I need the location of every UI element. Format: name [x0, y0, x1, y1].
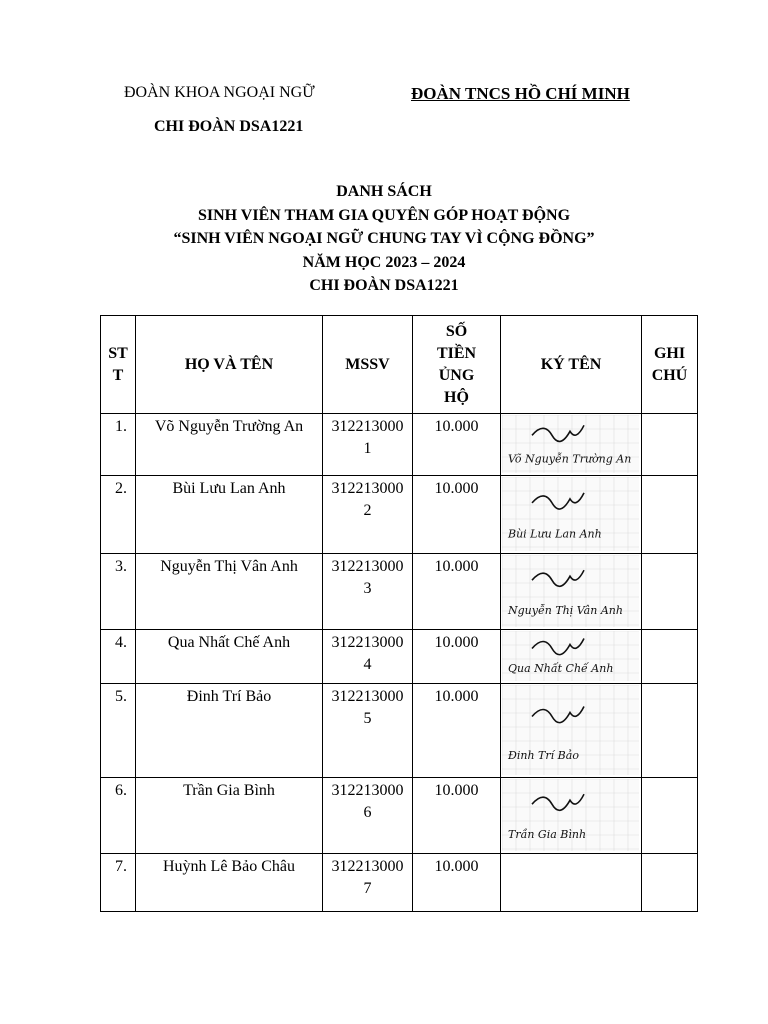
row-mssv: 3122130005 — [323, 684, 413, 778]
row-signature — [501, 554, 642, 630]
table-row — [101, 684, 698, 778]
row-stt: 6. — [101, 778, 136, 854]
row-stt: 2. — [101, 476, 136, 554]
row-mssv: 3122130004 — [323, 630, 413, 684]
row-amount: 10.000 — [413, 630, 501, 684]
row-stt: 4. — [101, 630, 136, 684]
row-amount: 10.000 — [413, 554, 501, 630]
row-amount: 10.000 — [413, 476, 501, 554]
header-signature: KÝ TÊN — [501, 316, 642, 414]
row-mssv: 3122130007 — [323, 854, 413, 912]
header-mssv: MSSV — [323, 316, 413, 414]
row-amount: 10.000 — [413, 778, 501, 854]
row-name: Huỳnh Lê Bảo Châu — [136, 854, 323, 912]
signature-name-text: Trần Gia Bình — [508, 828, 587, 842]
donation-table — [100, 315, 698, 912]
youth-union-name: ĐOÀN TNCS HỒ CHÍ MINH — [411, 84, 630, 103]
handwritten-signature — [502, 555, 639, 627]
row-mssv: 3122130003 — [323, 554, 413, 630]
table-header-row — [101, 316, 698, 414]
row-stt: 1. — [101, 414, 136, 476]
row-name: Bùi Lưu Lan Anh — [136, 476, 323, 554]
table-row — [101, 854, 698, 912]
row-note — [642, 854, 698, 912]
row-name: Trần Gia Bình — [136, 778, 323, 854]
row-mssv: 3122130002 — [323, 476, 413, 554]
row-amount: 10.000 — [413, 684, 501, 778]
table-row — [101, 554, 698, 630]
row-note — [642, 414, 698, 476]
signature-name-text: Bùi Lưu Lan Anh — [508, 527, 602, 541]
handwritten-signature — [502, 779, 639, 851]
signature-name-text: Võ Nguyễn Trường An — [508, 452, 632, 466]
row-amount: 10.000 — [413, 854, 501, 912]
signature-name-text: Qua Nhất Chế Anh — [508, 662, 614, 675]
row-signature — [501, 476, 642, 554]
title-line-5: CHI ĐOÀN DSA1221 — [309, 277, 459, 294]
table-row — [101, 630, 698, 684]
row-name: Nguyễn Thị Vân Anh — [136, 554, 323, 630]
row-stt: 7. — [101, 854, 136, 912]
signature-name-text: Nguyễn Thị Vân Anh — [508, 604, 623, 618]
row-signature — [501, 778, 642, 854]
row-signature — [501, 630, 642, 684]
document-title — [0, 180, 768, 298]
title-line-1: DANH SÁCH — [336, 183, 432, 200]
row-note — [642, 778, 698, 854]
header-note: GHI CHÚ — [642, 316, 698, 414]
row-note — [642, 554, 698, 630]
title-line-4: NĂM HỌC 2023 – 2024 — [302, 253, 466, 271]
table-row — [101, 476, 698, 554]
row-mssv: 3122130006 — [323, 778, 413, 854]
header-name: HỌ VÀ TÊN — [136, 316, 323, 414]
header-amount: SỐ TIỀN ỦNG HỘ — [413, 316, 501, 414]
row-note — [642, 684, 698, 778]
row-note — [642, 476, 698, 554]
title-line-3: “SINH VIÊN NGOẠI NGỮ CHUNG TAY VÌ CỘNG ĐỒNG” — [173, 230, 595, 247]
signature-name-text: Đinh Trí Bảo — [508, 748, 579, 762]
row-note — [642, 630, 698, 684]
faculty-union-name: ĐOÀN KHOA NGOẠI NGỮ — [124, 84, 315, 101]
row-stt: 3. — [101, 554, 136, 630]
handwritten-signature — [502, 631, 639, 681]
branch-name: CHI ĐOÀN DSA1221 — [154, 118, 304, 135]
table-row — [101, 414, 698, 476]
handwritten-signature — [502, 477, 639, 551]
table-row — [101, 778, 698, 854]
row-stt: 5. — [101, 684, 136, 778]
row-signature — [501, 854, 642, 912]
title-line-2: SINH VIÊN THAM GIA QUYÊN GÓP HOẠT ĐỘNG — [197, 206, 571, 224]
handwritten-signature — [502, 685, 639, 775]
row-name: Đinh Trí Bảo — [136, 684, 323, 778]
row-signature — [501, 684, 642, 778]
header-stt: STT — [101, 316, 136, 414]
row-mssv: 3122130001 — [323, 414, 413, 476]
row-signature — [501, 414, 642, 476]
handwritten-signature — [502, 415, 639, 473]
row-name: Võ Nguyễn Trường An — [136, 414, 323, 476]
row-amount: 10.000 — [413, 414, 501, 476]
row-name: Qua Nhất Chế Anh — [136, 630, 323, 684]
